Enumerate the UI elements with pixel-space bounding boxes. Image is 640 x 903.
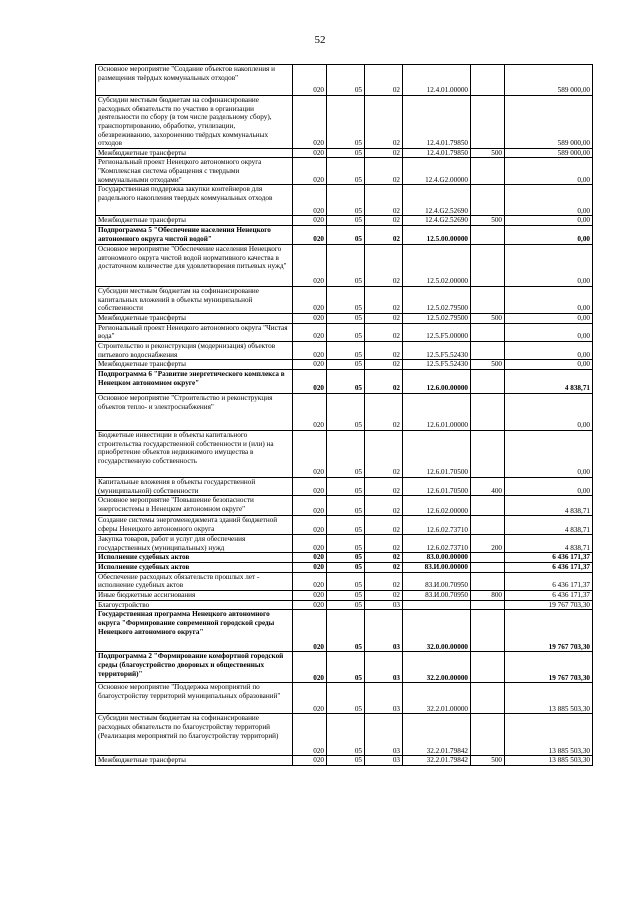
- expense-type-cell: [471, 65, 505, 96]
- ministry-code-cell: 020: [293, 185, 327, 216]
- target-article-cell: 12.4.G2.00000: [403, 158, 471, 185]
- table-row: [96, 714, 593, 756]
- amount-cell: 0,00: [505, 158, 593, 185]
- subsection-code-cell: 02: [365, 341, 403, 359]
- table-row: [96, 683, 593, 714]
- ministry-code-cell: 020: [293, 516, 327, 535]
- target-article-cell: 12.6.02.00000: [403, 496, 471, 516]
- table-row: [96, 341, 593, 359]
- ministry-code-cell: 020: [293, 572, 327, 590]
- section-code-cell: 05: [327, 323, 365, 341]
- row-name-cell: Государственная поддержка закупки контейнеров для раздельного накопления твердых коммунальных отходов: [96, 185, 293, 216]
- expense-type-cell: 500: [471, 756, 505, 766]
- table-row: [96, 323, 593, 341]
- target-article-cell: 83.И.00.00000: [403, 563, 471, 573]
- ministry-code-cell: 020: [293, 96, 327, 149]
- target-article-cell: 12.5.F5.52430: [403, 341, 471, 359]
- ministry-code-cell: 020: [293, 430, 327, 477]
- target-article-cell: 12.6.01.70500: [403, 477, 471, 495]
- table-row: [96, 572, 593, 590]
- target-article-cell: 12.4.01.79850: [403, 148, 471, 158]
- section-code-cell: 05: [327, 477, 365, 495]
- row-name-cell: Закупка товаров, работ и услуг для обеспечения государственных (муниципальных) нужд: [96, 535, 293, 553]
- subsection-code-cell: 02: [365, 496, 403, 516]
- row-name-cell: Субсидии местным бюджетам на софинансирование расходных обязательств по участию в организации деятельности по сбору (в том числе раздельному сбору), транспортированию, обработке, утилизации, обезвреживанию, захоронению твёрдых коммунальных отходов: [96, 96, 293, 149]
- amount-cell: 6 436 171,37: [505, 553, 593, 563]
- ministry-code-cell: 020: [293, 226, 327, 245]
- table-row: [96, 185, 593, 216]
- amount-cell: 19 767 703,30: [505, 652, 593, 683]
- row-name-cell: Строительство и реконструкция (модернизация) объектов питьевого водоснабжения: [96, 341, 293, 359]
- section-code-cell: 05: [327, 360, 365, 370]
- target-article-cell: 12.4.01.79850: [403, 96, 471, 149]
- amount-cell: 19 767 703,30: [505, 600, 593, 610]
- table-row: [96, 516, 593, 535]
- amount-cell: 0,00: [505, 341, 593, 359]
- ministry-code-cell: 020: [293, 323, 327, 341]
- ministry-code-cell: 020: [293, 245, 327, 287]
- amount-cell: 0,00: [505, 185, 593, 216]
- section-code-cell: 05: [327, 287, 365, 314]
- row-name-cell: Региональный проект Ненецкого автономного округа "Комплексная система обращения с твердыми коммунальными отходами": [96, 158, 293, 185]
- expense-type-cell: [471, 652, 505, 683]
- amount-cell: 0,00: [505, 477, 593, 495]
- subsection-code-cell: 02: [365, 96, 403, 149]
- row-name-cell: Межбюджетные трансферты: [96, 216, 293, 226]
- section-code-cell: 05: [327, 652, 365, 683]
- table-row: [96, 287, 593, 314]
- expense-type-cell: 500: [471, 360, 505, 370]
- ministry-code-cell: 020: [293, 600, 327, 610]
- subsection-code-cell: 02: [365, 245, 403, 287]
- target-article-cell: 12.5.02.79500: [403, 314, 471, 324]
- subsection-code-cell: 03: [365, 600, 403, 610]
- expense-type-cell: [471, 610, 505, 652]
- subsection-code-cell: 02: [365, 360, 403, 370]
- expense-type-cell: [471, 158, 505, 185]
- row-name-cell: Исполнение судебных актов: [96, 553, 293, 563]
- table-row: [96, 477, 593, 495]
- subsection-code-cell: 02: [365, 535, 403, 553]
- ministry-code-cell: 020: [293, 65, 327, 96]
- amount-cell: 6 436 171,37: [505, 572, 593, 590]
- table-row: [96, 148, 593, 158]
- table-row: [96, 245, 593, 287]
- row-name-cell: Исполнение судебных актов: [96, 563, 293, 573]
- amount-cell: 0,00: [505, 287, 593, 314]
- expense-type-cell: [471, 516, 505, 535]
- subsection-code-cell: 02: [365, 393, 403, 430]
- ministry-code-cell: 020: [293, 341, 327, 359]
- target-article-cell: 12.6.02.73710: [403, 535, 471, 553]
- section-code-cell: 05: [327, 563, 365, 573]
- target-article-cell: 12.6.00.00000: [403, 369, 471, 393]
- target-article-cell: 83.0.00.00000: [403, 553, 471, 563]
- section-code-cell: 05: [327, 600, 365, 610]
- section-code-cell: 05: [327, 96, 365, 149]
- expense-type-cell: 400: [471, 477, 505, 495]
- expense-type-cell: [471, 226, 505, 245]
- expense-type-cell: 200: [471, 535, 505, 553]
- expense-type-cell: 500: [471, 216, 505, 226]
- ministry-code-cell: 020: [293, 477, 327, 495]
- row-name-cell: Межбюджетные трансферты: [96, 148, 293, 158]
- expense-type-cell: [471, 96, 505, 149]
- section-code-cell: 05: [327, 341, 365, 359]
- subsection-code-cell: 03: [365, 756, 403, 766]
- target-article-cell: 12.5.F5.00000: [403, 323, 471, 341]
- subsection-code-cell: 02: [365, 591, 403, 601]
- ministry-code-cell: 020: [293, 535, 327, 553]
- section-code-cell: 05: [327, 756, 365, 766]
- amount-cell: 19 767 703,30: [505, 610, 593, 652]
- amount-cell: 4 838,71: [505, 516, 593, 535]
- table-row: [96, 226, 593, 245]
- table-row: [96, 600, 593, 610]
- ministry-code-cell: 020: [293, 714, 327, 756]
- amount-cell: 0,00: [505, 226, 593, 245]
- subsection-code-cell: 02: [365, 65, 403, 96]
- section-code-cell: 05: [327, 158, 365, 185]
- target-article-cell: 32.2.01.79842: [403, 756, 471, 766]
- ministry-code-cell: 020: [293, 360, 327, 370]
- amount-cell: 0,00: [505, 245, 593, 287]
- subsection-code-cell: 02: [365, 185, 403, 216]
- section-code-cell: 05: [327, 185, 365, 216]
- row-name-cell: Иные бюджетные ассигнования: [96, 591, 293, 601]
- expense-type-cell: [471, 572, 505, 590]
- ministry-code-cell: 020: [293, 591, 327, 601]
- target-article-cell: 32.2.00.00000: [403, 652, 471, 683]
- page-number: 52: [314, 34, 326, 46]
- table-row: [96, 360, 593, 370]
- expense-type-cell: [471, 553, 505, 563]
- section-code-cell: 05: [327, 430, 365, 477]
- target-article-cell: 12.6.01.00000: [403, 393, 471, 430]
- expense-type-cell: [471, 496, 505, 516]
- target-article-cell: 83.И.00.70950: [403, 572, 471, 590]
- amount-cell: 0,00: [505, 430, 593, 477]
- section-code-cell: 05: [327, 496, 365, 516]
- table-row: [96, 535, 593, 553]
- section-code-cell: 05: [327, 226, 365, 245]
- subsection-code-cell: 02: [365, 216, 403, 226]
- ministry-code-cell: 020: [293, 158, 327, 185]
- ministry-code-cell: 020: [293, 148, 327, 158]
- row-name-cell: Межбюджетные трансферты: [96, 360, 293, 370]
- subsection-code-cell: 02: [365, 148, 403, 158]
- table-row: [96, 553, 593, 563]
- section-code-cell: 05: [327, 245, 365, 287]
- section-code-cell: 05: [327, 591, 365, 601]
- row-name-cell: Подпрограмма 2 "Формирование комфортной городской среды (благоустройство дворовых и общественных территорий)": [96, 652, 293, 683]
- table-row: [96, 158, 593, 185]
- table-row: [96, 563, 593, 573]
- row-name-cell: Региональный проект Ненецкого автономного округа "Чистая вода": [96, 323, 293, 341]
- subsection-code-cell: 02: [365, 516, 403, 535]
- subsection-code-cell: 02: [365, 553, 403, 563]
- ministry-code-cell: 020: [293, 314, 327, 324]
- section-code-cell: 05: [327, 553, 365, 563]
- section-code-cell: 05: [327, 148, 365, 158]
- subsection-code-cell: 02: [365, 323, 403, 341]
- expense-type-cell: [471, 393, 505, 430]
- ministry-code-cell: 020: [293, 610, 327, 652]
- ministry-code-cell: 020: [293, 553, 327, 563]
- table-row: [96, 610, 593, 652]
- section-code-cell: 05: [327, 714, 365, 756]
- target-article-cell: 32.2.01.00000: [403, 683, 471, 714]
- subsection-code-cell: 02: [365, 314, 403, 324]
- target-article-cell: 12.5.02.79500: [403, 287, 471, 314]
- subsection-code-cell: 03: [365, 610, 403, 652]
- row-name-cell: Основное мероприятие "Поддержка мероприятий по благоустройству территорий муниципальных образований": [96, 683, 293, 714]
- row-name-cell: Основное мероприятие "Создание объектов накопления и размещения твёрдых коммунальных отходов": [96, 65, 293, 96]
- target-article-cell: 12.5.F5.52430: [403, 360, 471, 370]
- ministry-code-cell: 020: [293, 216, 327, 226]
- subsection-code-cell: 02: [365, 572, 403, 590]
- table-row: [96, 756, 593, 766]
- ministry-code-cell: 020: [293, 287, 327, 314]
- amount-cell: 6 436 171,37: [505, 591, 593, 601]
- expense-type-cell: [471, 369, 505, 393]
- row-name-cell: Субсидии местным бюджетам на софинансирование капитальных вложений в объекты муниципальной собственности: [96, 287, 293, 314]
- amount-cell: 4 838,71: [505, 369, 593, 393]
- target-article-cell: 12.4.G2.52690: [403, 185, 471, 216]
- ministry-code-cell: 020: [293, 652, 327, 683]
- section-code-cell: 05: [327, 314, 365, 324]
- row-name-cell: Благоустройство: [96, 600, 293, 610]
- row-name-cell: Основное мероприятие "Строительство и реконструкция объектов тепло- и электроснабжения": [96, 393, 293, 430]
- expense-type-cell: 500: [471, 148, 505, 158]
- row-name-cell: Государственная программа Ненецкого автономного округа "Формирование современной городской среды Ненецкого автономного округа": [96, 610, 293, 652]
- amount-cell: 13 885 503,30: [505, 756, 593, 766]
- row-name-cell: Бюджетные инвестиции в объекты капитального строительства государственной собственности и (или) на приобретение объектов недвижимого имущества в государственную собственность: [96, 430, 293, 477]
- amount-cell: 4 838,71: [505, 535, 593, 553]
- table-row: [96, 369, 593, 393]
- section-code-cell: 05: [327, 516, 365, 535]
- expense-type-cell: [471, 185, 505, 216]
- expense-type-cell: [471, 563, 505, 573]
- subsection-code-cell: 02: [365, 563, 403, 573]
- subsection-code-cell: 02: [365, 430, 403, 477]
- amount-cell: 0,00: [505, 323, 593, 341]
- row-name-cell: Подпрограмма 5 "Обеспечение населения Ненецкого автономного округа чистой водой": [96, 226, 293, 245]
- expense-type-cell: [471, 323, 505, 341]
- row-name-cell: Подпрограмма 6 "Развитие энергетического комплекса в Ненецком автономном округе": [96, 369, 293, 393]
- subsection-code-cell: 03: [365, 714, 403, 756]
- target-article-cell: 12.6.01.70500: [403, 430, 471, 477]
- expense-type-cell: [471, 287, 505, 314]
- target-article-cell: 12.5.02.00000: [403, 245, 471, 287]
- target-article-cell: 12.4.G2.52690: [403, 216, 471, 226]
- subsection-code-cell: 03: [365, 652, 403, 683]
- target-article-cell: [403, 600, 471, 610]
- section-code-cell: 05: [327, 216, 365, 226]
- expense-type-cell: 800: [471, 591, 505, 601]
- target-article-cell: 83.И.00.70950: [403, 591, 471, 601]
- budget-table: [95, 64, 593, 766]
- table-row: [96, 393, 593, 430]
- section-code-cell: 05: [327, 610, 365, 652]
- amount-cell: 6 436 171,37: [505, 563, 593, 573]
- ministry-code-cell: 020: [293, 683, 327, 714]
- expense-type-cell: [471, 341, 505, 359]
- row-name-cell: Капитальные вложения в объекты государственной (муниципальной) собственности: [96, 477, 293, 495]
- subsection-code-cell: 02: [365, 287, 403, 314]
- subsection-code-cell: 02: [365, 158, 403, 185]
- amount-cell: 4 838,71: [505, 496, 593, 516]
- row-name-cell: Межбюджетные трансферты: [96, 314, 293, 324]
- subsection-code-cell: 02: [365, 369, 403, 393]
- subsection-code-cell: 02: [365, 226, 403, 245]
- section-code-cell: 05: [327, 683, 365, 714]
- expense-type-cell: [471, 430, 505, 477]
- target-article-cell: 12.6.02.73710: [403, 516, 471, 535]
- section-code-cell: 05: [327, 393, 365, 430]
- amount-cell: 589 000,00: [505, 96, 593, 149]
- section-code-cell: 05: [327, 369, 365, 393]
- row-name-cell: Основное мероприятие "Обеспечение населения Ненецкого автономного округа чистой водой нормативного качества в достаточном количестве для удовлетворения питьевых нужд": [96, 245, 293, 287]
- amount-cell: 0,00: [505, 393, 593, 430]
- table-row: [96, 496, 593, 516]
- amount-cell: 589 000,00: [505, 148, 593, 158]
- expense-type-cell: [471, 683, 505, 714]
- table-row: [96, 430, 593, 477]
- ministry-code-cell: 020: [293, 369, 327, 393]
- subsection-code-cell: 03: [365, 683, 403, 714]
- table-row: [96, 591, 593, 601]
- amount-cell: 0,00: [505, 360, 593, 370]
- section-code-cell: 05: [327, 535, 365, 553]
- row-name-cell: Межбюджетные трансферты: [96, 756, 293, 766]
- table-row: [96, 96, 593, 149]
- target-article-cell: 12.4.01.00000: [403, 65, 471, 96]
- row-name-cell: Основное мероприятие "Повышение безопасности энергосистемы в Ненецком автономном округе": [96, 496, 293, 516]
- row-name-cell: Субсидии местным бюджетам на софинансирование расходных обязательств по благоустройству территорий (Реализация мероприятий по благоустройству территорий): [96, 714, 293, 756]
- amount-cell: 0,00: [505, 314, 593, 324]
- target-article-cell: 32.0.00.00000: [403, 610, 471, 652]
- row-name-cell: Обеспечение расходных обязательств прошлых лет - исполнение судебных актов: [96, 572, 293, 590]
- table-row: [96, 216, 593, 226]
- section-code-cell: 05: [327, 572, 365, 590]
- expense-type-cell: [471, 714, 505, 756]
- target-article-cell: 32.2.01.79842: [403, 714, 471, 756]
- ministry-code-cell: 020: [293, 496, 327, 516]
- ministry-code-cell: 020: [293, 756, 327, 766]
- table-row: [96, 314, 593, 324]
- ministry-code-cell: 020: [293, 563, 327, 573]
- expense-type-cell: [471, 600, 505, 610]
- subsection-code-cell: 02: [365, 477, 403, 495]
- amount-cell: 0,00: [505, 216, 593, 226]
- section-code-cell: 05: [327, 65, 365, 96]
- amount-cell: 589 000,00: [505, 65, 593, 96]
- amount-cell: 13 885 503,30: [505, 683, 593, 714]
- table-row: [96, 652, 593, 683]
- row-name-cell: Создание системы энергоменеджмента зданий бюджетной сферы Ненецкого автономного округа: [96, 516, 293, 535]
- ministry-code-cell: 020: [293, 393, 327, 430]
- target-article-cell: 12.5.00.00000: [403, 226, 471, 245]
- expense-type-cell: [471, 245, 505, 287]
- expense-type-cell: 500: [471, 314, 505, 324]
- amount-cell: 13 885 503,30: [505, 714, 593, 756]
- table-row: [96, 65, 593, 96]
